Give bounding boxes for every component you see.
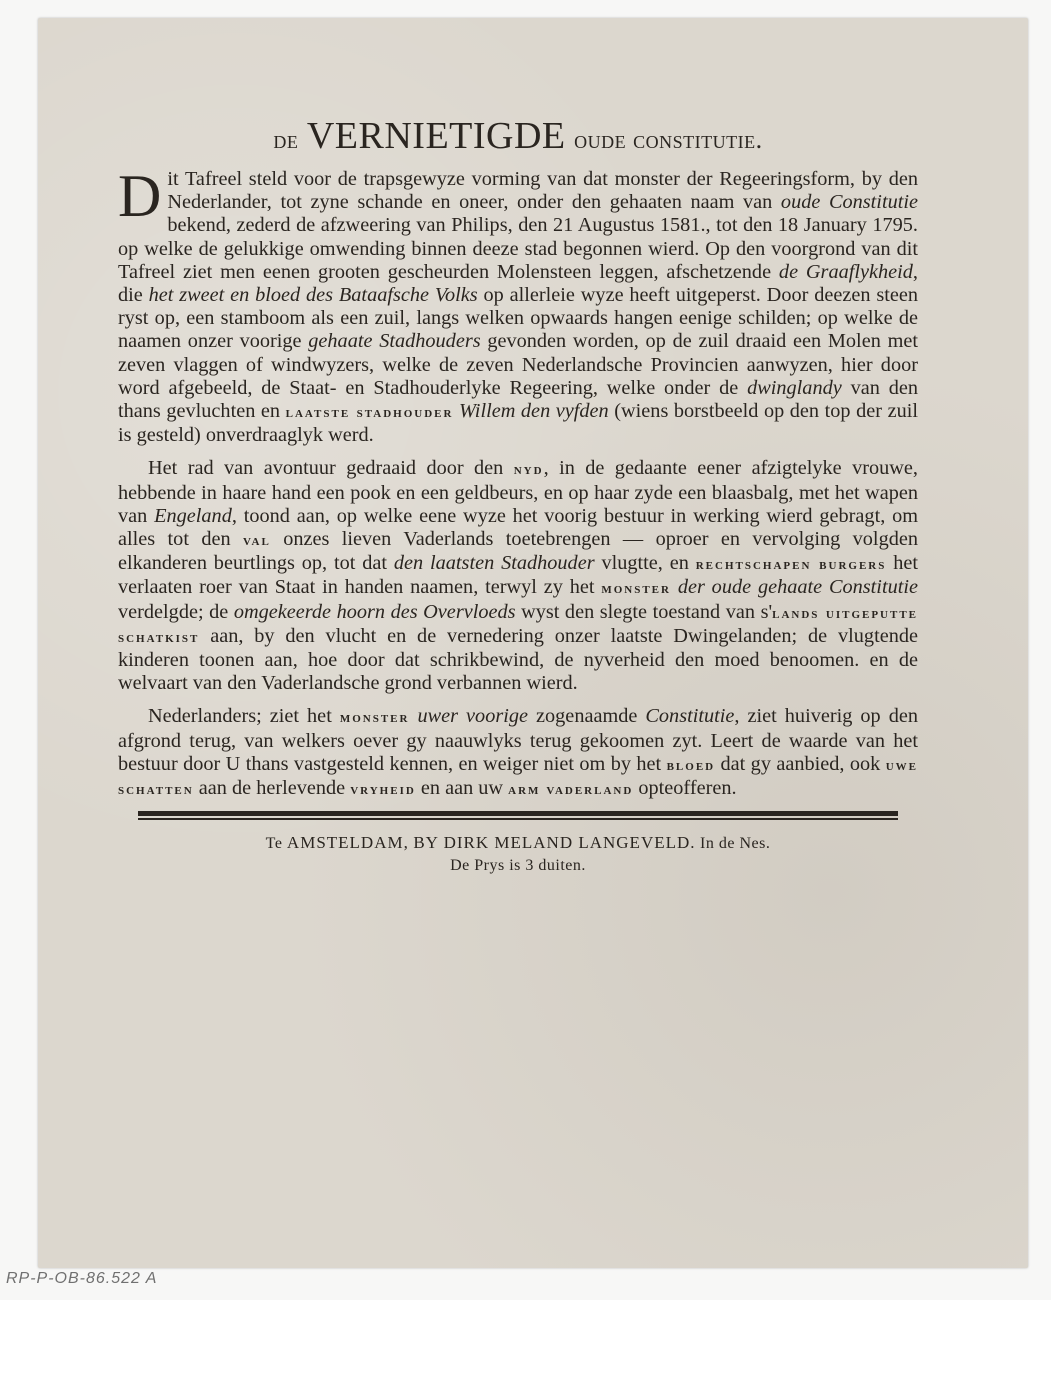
italic-run: den laatsten Stadhouder	[393, 552, 595, 575]
text-run: , die	[118, 260, 918, 307]
text-run: op allerleie wyze heeft uitgeperst. Door deezen steen ryst op, een stamboom als een zuil, langs welken opwaards hangen eenige schilden; op welke de naamen onzer voorige	[118, 284, 918, 353]
text-run: dat gy aanbied, ook	[715, 752, 886, 775]
catalog-number: RP-P-OB-86.522 A	[6, 1270, 158, 1287]
paper-sheet	[38, 18, 1028, 1268]
text-run: en aan uw	[415, 777, 509, 800]
text-run: Het rad van avontuur gedraaid door den	[148, 457, 514, 480]
imprint-printer: BY DIRK MELAND LANGEVELD.	[413, 832, 696, 852]
divider-thin	[138, 818, 898, 820]
text-run	[671, 576, 678, 598]
text-run: van den thans gevluchten en	[118, 376, 918, 423]
paragraph-3	[118, 705, 918, 801]
imprint-city: AMSTELDAM,	[286, 832, 409, 852]
text-run: gevonden worden, op de zuil draaid een Molen met zeven vlaggen of windwyzers, welke de zeven Nederlandsche Provincien aanwyzen, hier door word afgebeeld, de Staat- en Stadhouderlyke Regeering, welke onder de	[118, 330, 918, 399]
smallcaps-run: monster	[601, 580, 671, 598]
italic-run: der oude gehaate Constitutie	[677, 576, 918, 599]
smallcaps-run: uwe schatten	[118, 756, 918, 799]
italic-run: oude Constitutie	[780, 191, 918, 214]
text-run: , in de gedaante eener afzigtelyke vrouwe, hebbende in haare hand een pook en een geldbeurs, en op haar zyde een blaasbalg, met het wapen van	[118, 457, 918, 527]
text-run: vlugtte, en	[594, 552, 696, 575]
title-part-2: VERNIETIGDE	[306, 115, 566, 157]
text-run: aan de herlevende	[193, 777, 351, 800]
italic-run: Constitutie	[645, 705, 735, 728]
italic-run: Willem den vyfden	[459, 400, 609, 423]
smallcaps-run: arm vaderland	[508, 781, 634, 799]
text-run: onzes lieven Vaderlands toetebrengen — oproer en vervolging volgden elkanderen beurtlings op, tot dat	[118, 528, 918, 575]
text-run: bekend, zederd de afzweering van Philips, den 21 Augustus 1581., tot den 18 January 1795. op welke de gelukkige omwending binnen deeze stad begonnen wierd. Op den voorgrond van dit Tafreel ziet men eenen grooten gescheurden Molensteen leggen, afschetzende	[118, 214, 918, 283]
imprint-address: In de Nes.	[700, 834, 771, 852]
text-run: , ziet huiverig op den afgrond terug, van welkers oever gy naauwlyks terug gekoomen zyt. Leert de waarde van het bestuur door U thans vastgesteld kennen, en weiger niet om by het	[118, 705, 918, 775]
italic-run: omgekeerde hoorn des Overvloeds	[233, 600, 516, 623]
divider-thick	[138, 811, 898, 816]
smallcaps-run: val	[243, 532, 271, 550]
text-run: verdelgde; de	[118, 600, 234, 623]
smallcaps-run: rechtschapen burgers	[695, 556, 887, 574]
text-run: it Tafreel steld voor de trapsgewyze vorming van dat monster der Regeeringsform, by den Nederlander, tot zyne schande en oneer, onder den gehaaten naam van	[167, 168, 918, 214]
smallcaps-run: nyd	[513, 461, 544, 479]
imprint-line-2: De Prys is 3 duiten.	[450, 856, 586, 874]
text-run: (wiens borstbeeld op den top der zuil is gesteld) onverdraaglyk werd.	[118, 400, 918, 447]
text-run: aan, by den vlucht en de vernedering onzer laatste Dwingelanden; de vlugtende kinderen toonen aan, hoe door dat schrikbewind, de nyverheid den moed benoomen. en de welvaart van den Vaderlandsche grond verbannen wierd.	[118, 624, 918, 695]
italic-run: het zweet en bloed des Bataafsche Volks	[148, 284, 478, 307]
title-part-1: de	[273, 125, 299, 154]
imprint-text: Te	[265, 834, 283, 852]
italic-run: Engeland	[154, 504, 232, 527]
text-run: wyst den slegte toestand van s'	[515, 600, 773, 623]
text-run: Nederlanders; ziet het	[148, 705, 340, 728]
drop-cap: D	[118, 163, 162, 229]
text-run: het verlaaten roer van Staat in handen naamen, terwyl zy het	[118, 552, 918, 599]
italic-run: gehaate Stadhouders	[308, 330, 481, 353]
title-part-3: oude constitutie.	[574, 125, 763, 154]
text-run: zogenaamde	[528, 705, 646, 728]
italic-run: dwinglandy	[747, 376, 842, 399]
italic-run: de Graaflykheid	[778, 260, 913, 283]
paragraph-2	[118, 457, 918, 695]
italic-run: uwer voorige	[417, 705, 529, 728]
pamphlet-content	[118, 114, 918, 877]
smallcaps-run: lands uitgeputte schatkist	[118, 604, 919, 646]
smallcaps-run: bloed	[666, 756, 716, 774]
paragraph-1	[118, 163, 918, 447]
pamphlet-title	[118, 114, 918, 158]
smallcaps-run: vryheid	[350, 781, 416, 799]
imprint-line-1	[118, 832, 918, 855]
pamphlet-body	[118, 163, 919, 801]
smallcaps-run: monster	[339, 709, 410, 727]
text-run: opteofferen.	[633, 777, 737, 800]
smallcaps-run: laatste stadhouder	[285, 404, 454, 422]
text-run: , toond aan, op welke eene wyze het voorig bestuur in werking wierd gebragt, om alles tot den	[118, 504, 918, 551]
